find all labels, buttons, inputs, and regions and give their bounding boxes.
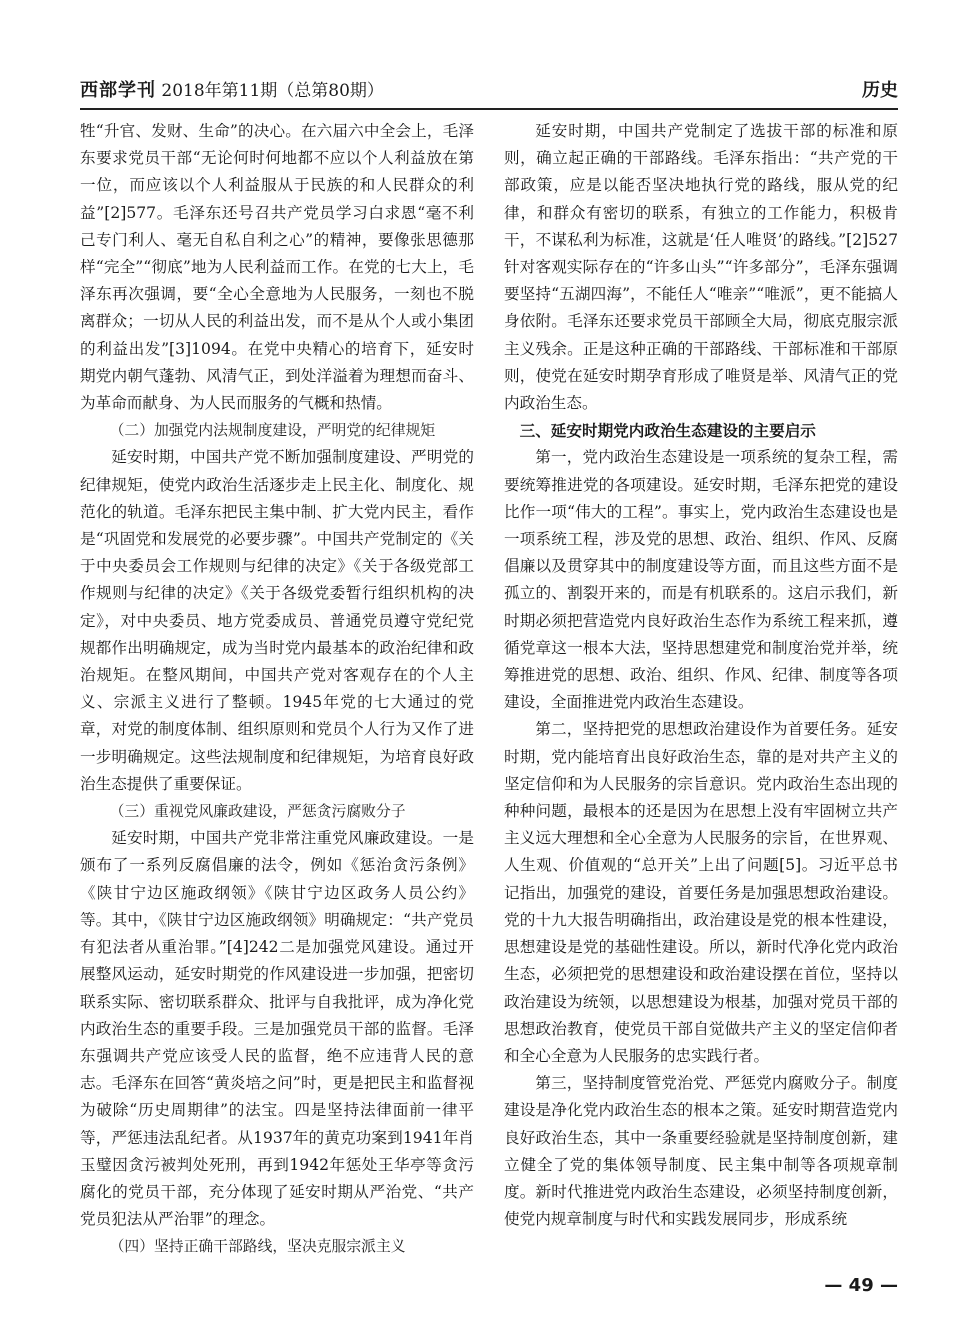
paragraph: 第二，坚持把党的思想政治建设作为首要任务。延安时期，党内能培育出良好政治生态，靠的是对共产主义的坚定信仰和为人民服务的宗旨意识。党内政治生态出现的种种问题，最根本的还是因为在思想上没有牢固树立共产主义远大理想和全心全意为人民服务的宗旨，在世界观、人生观、价值观的“总开关”上出了问题[5]。习近平总书记指出，加强党的建设，首要任务是加强思想政治建设。党的十九大报告明确指出，政治建设是党的根本性建设，思想建设是党的基础性建设。所以，新时代净化党内政治生态，必须把党的思想建设和政治建设摆在首位，坚持以政治建设为统领，以思想建设为根基，加强对党员干部的思想政治教育，使党员干部自觉做共产主义的坚定信仰者和全心全意为人民服务的忠实践行者。: [504, 720, 898, 1065]
subheading: （三）重视党风廉政建设，严惩贪污腐败分子: [109, 803, 406, 821]
left-column: [80, 118, 474, 1273]
section-label: 历史: [862, 80, 898, 101]
right-column: [504, 118, 898, 1273]
subheading: （四）坚持正确干部路线，坚决克服宗派主义: [109, 1238, 406, 1256]
page-number: — 49 —: [824, 1275, 898, 1296]
subheading: （二）加强党内法规制度建设，严明党的纪律规矩: [109, 422, 436, 440]
paragraph: 延安时期，中国共产党制定了选拔干部的标准和原则，确立起正确的干部路线。毛泽东指出：“共产党的干部政策，应是以能否坚决地执行党的路线，服从党的纪律，和群众有密切的联系，有独立的工作能力，积极肯干，不谋私利为标准，这就是‘任人唯贤’的路线。”[2]527针对客观实际存在的“许多山头”“许多部分”，毛泽东强调要坚持“五湖四海”，不能任人“唯亲”“唯派”，更不能搞人身依附。毛泽东还要求党员干部顾全大局，彻底克服宗派主义残余。正是这种正确的干部路线、干部标准和干部原则，使党在延安时期孕育形成了唯贤是举、风清气正的党内政治生态。: [504, 122, 898, 413]
issue-info: 2018年第11期（总第80期）: [161, 81, 384, 101]
paragraph: 第三，坚持制度管党治党、严惩党内腐败分子。制度建设是净化党内政治生态的根本之策。延安时期营造党内良好政治生态，其中一条重要经验就是坚持制度创新，建立健全了党的集体领导制度、民主集中制等各项规章制度。新时代推进党内政治生态建设，必须坚持制度创新，使党内规章制度与时代和实践发展同步，形成系统: [504, 1074, 898, 1229]
journal-info: [80, 76, 384, 102]
paragraph: 延安时期，中国共产党不断加强制度建设、严明党的纪律规矩，使党内政治生活逐步走上民主化、制度化、规范化的轨道。毛泽东把民主集中制、扩大党内民主，看作是“巩固党和发展党的必要步骤”。中国共产党制定的《关于中央委员会工作规则与纪律的决定》《关于各级党部工作规则与纪律的决定》《关于各级党委暂行组织机构的决定》，对中央委员、地方党委成员、普通党员遵守党纪党规都作出明确规定，成为当时党内最基本的政治纪律和政治规矩。在整风期间，中国共产党对客观存在的个人主义、宗派主义进行了整顿。1945年党的七大通过的党章，对党的制度体制、组织原则和党员个人行为又作了进一步明确规定。这些法规制度和纪律规矩，为培育良好政治生态提供了重要保证。: [80, 448, 474, 793]
page-header: [80, 72, 898, 104]
section-heading: 三、延安时期党内政治生态建设的主要启示: [519, 421, 816, 441]
paragraph: 第一，党内政治生态建设是一项系统的复杂工程，需要统筹推进党的各项建设。延安时期，毛泽东把党的建设比作一项“伟大的工程”。事实上，党内政治生态建设也是一项系统工程，涉及党的思想、政治、组织、作风、反腐倡廉以及贯穿其中的制度建设等方面，而且这些方面不是孤立的、割裂开来的，而是有机联系的。这启示我们，新时期必须把营造党内良好政治生态作为系统工程来抓，遵循党章这一根本大法，坚持思想建党和制度治党并举，统筹推进党的思想、政治、组织、作风、纪律、制度等各项建设，全面推进党内政治生态建设。: [504, 448, 898, 712]
header-rule: [80, 108, 898, 110]
paragraph: 牲“升官、发财、生命”的决心。在六届六中全会上，毛泽东要求党员干部“无论何时何地都不应以个人利益放在第一位，而应该以个人利益服从于民族的和人民群众的利益”[2]577。毛泽东还号召共产党员学习白求恩“毫不利己专门利人、毫无自私自利之心”的精神，要像张思德那样“完全”“彻底”地为人民利益而工作。在党的七大上，毛泽东再次强调，要“全心全意地为人民服务，一刻也不脱离群众；一切从人民的利益出发，而不是从个人或小集团的利益出发”[3]1094。在党中央精心的培育下，延安时期党内朝气蓬勃、风清气正，到处洋溢着为理想而奋斗、为革命而献身、为人民而服务的气概和热情。: [80, 122, 474, 413]
journal-name: 西部学刊: [80, 80, 156, 101]
paragraph: 延安时期，中国共产党非常注重党风廉政建设。一是颁布了一系列反腐倡廉的法令，例如《惩治贪污条例》《陕甘宁边区施政纲领》《陕甘宁边区政务人员公约》等。其中，《陕甘宁边区施政纲领》明确规定：“共产党员有犯法者从重治罪。”[4]242二是加强党风建设。通过开展整风运动，延安时期党的作风建设进一步加强，把密切联系实际、密切联系群众、批评与自我批评，成为净化党内政治生态的重要手段。三是加强党员干部的监督。毛泽东强调共产党应该受人民的监督，绝不应违背人民的意志。毛泽东在回答“黄炎培之问”时，更是把民主和监督视为破除“历史周期律”的法宝。四是坚持法律面前一律平等，严惩违法乱纪者。从1937年的黄克功案到1941年肖玉璧因贪污被判处死刑，再到1942年惩处王华亭等贪污腐化的党员干部，充分体现了延安时期从严治党、“共产党员犯法从严治罪”的理念。: [80, 829, 474, 1229]
